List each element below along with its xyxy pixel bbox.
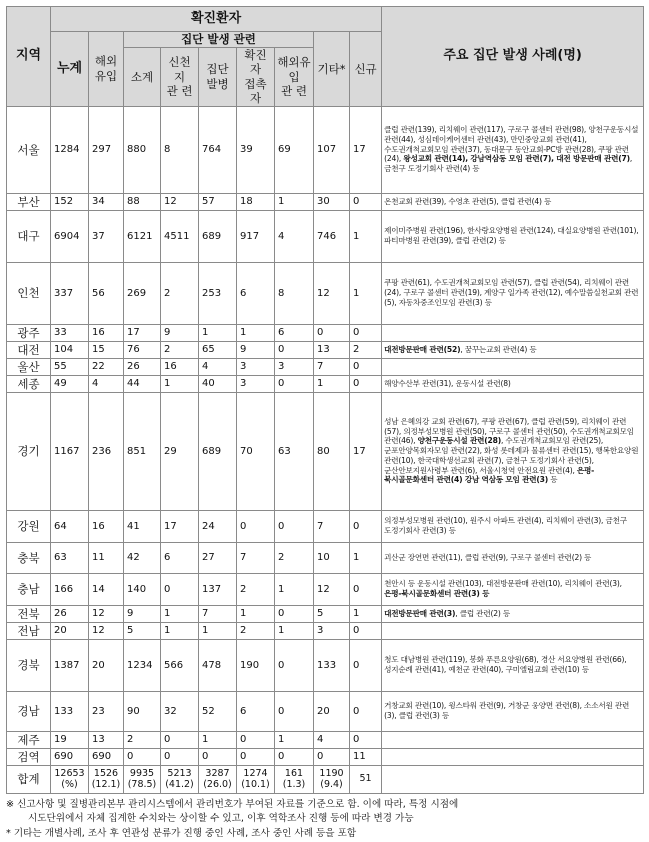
- case-text: 천안시 등 운동시설 관련(103), 대전방문판매 관련(10), 리치웨이 관련(3),: [384, 579, 622, 588]
- new-cell: 0: [350, 375, 382, 392]
- report-container: [6, 6, 643, 842]
- header-cumulative: 누계: [51, 32, 89, 107]
- case-text: 의정부성모병원 관련(10), 원주시 아파트 관련(4), 리치웨이 관련(3), 금천구 도정기회사 관련(3) 등: [384, 516, 627, 535]
- shincheonji-cell: 566: [161, 639, 199, 691]
- subtotal-cell: 76: [124, 341, 161, 358]
- other-cell: 133: [314, 639, 350, 691]
- case-text: , 클럽 관련(2) 등: [455, 609, 510, 618]
- overseas-related-cell: 0: [275, 375, 314, 392]
- contact-cell: 3: [237, 358, 275, 375]
- footnote-source-cont: 시도단위에서 자체 집계한 수치와는 상이할 수 있고, 이후 역학조사 진행 등에 따라 변경 가능: [6, 812, 643, 827]
- contact-cell: 7: [237, 542, 275, 573]
- cluster-cell: 478: [199, 639, 237, 691]
- other-cell: 80: [314, 392, 350, 510]
- total-cumulative-cell: 12653 (%): [51, 765, 89, 793]
- subtotal-cell: 90: [124, 691, 161, 731]
- subtotal-cell: 5: [124, 622, 161, 639]
- case-highlight: 은평-북시골문화센터 관련(4) 강남 역삼동 모임 관련(3): [384, 466, 594, 485]
- overseas-cell: 34: [89, 193, 124, 210]
- cluster-cell: 689: [199, 210, 237, 262]
- cluster-cell: 1: [199, 622, 237, 639]
- contact-cell: 2: [237, 622, 275, 639]
- overseas-cell: 15: [89, 341, 124, 358]
- subtotal-cell: 2: [124, 731, 161, 748]
- region-cell: 세종: [7, 375, 51, 392]
- subtotal-cell: 0: [124, 748, 161, 765]
- new-cell: 17: [350, 392, 382, 510]
- case-highlight: 대전방문판매 관련(52): [384, 345, 460, 354]
- overseas-related-cell: 1: [275, 193, 314, 210]
- other-cell: 30: [314, 193, 350, 210]
- other-cell: 13: [314, 341, 350, 358]
- subtotal-cell: 6121: [124, 210, 161, 262]
- cases-cell: [382, 193, 644, 210]
- total-new-cell: 51: [350, 765, 382, 793]
- cases-cell: [382, 358, 644, 375]
- cumulative-cell: 26: [51, 605, 89, 622]
- subtotal-cell: 26: [124, 358, 161, 375]
- case-text: 클럽 관련(139), 리치웨이 관련(117), 구로구 콜센터 관련(98), 양천구운동시설 관련(44), 성심데이케어센터 관련(43), 만민중앙교회 관련(41), 수도권개척교회모임 관련(37), 동대문구 동안교회-PC방 관련(28), 쿠팡 관련(24),: [384, 125, 638, 163]
- cluster-cell: 52: [199, 691, 237, 731]
- overseas-related-cell: 1: [275, 731, 314, 748]
- cumulative-cell: 1167: [51, 392, 89, 510]
- overseas-cell: 12: [89, 605, 124, 622]
- cases-cell: [382, 375, 644, 392]
- region-cell: 충북: [7, 542, 51, 573]
- header-region: 지역: [7, 7, 51, 107]
- contact-cell: 3: [237, 375, 275, 392]
- contact-cell: 18: [237, 193, 275, 210]
- cluster-cell: 253: [199, 262, 237, 324]
- shincheonji-cell: 1: [161, 622, 199, 639]
- new-cell: 1: [350, 262, 382, 324]
- subtotal-cell: 880: [124, 106, 161, 193]
- region-cell: 대구: [7, 210, 51, 262]
- case-text: 제이미주병원 관련(196), 한사랑요양병원 관련(124), 대실요양병원 관련(101), 파티마병원 관련(39), 클럽 관련(2) 등: [384, 226, 638, 245]
- cluster-cell: 27: [199, 542, 237, 573]
- contact-cell: 2: [237, 573, 275, 605]
- table-row: [7, 324, 644, 341]
- total-overseas-cell: 1526 (12.1): [89, 765, 124, 793]
- subtotal-cell: 44: [124, 375, 161, 392]
- case-highlight: 양천구운동시설 관련(28): [418, 436, 501, 445]
- cases-cell: [382, 341, 644, 358]
- subtotal-cell: 269: [124, 262, 161, 324]
- region-cell: 대전: [7, 341, 51, 358]
- new-cell: 1: [350, 542, 382, 573]
- cases-cell: [382, 731, 644, 748]
- new-cell: 0: [350, 622, 382, 639]
- case-highlight: 은평-북시골문화센터 관련(3) 등: [384, 589, 489, 598]
- subtotal-cell: 88: [124, 193, 161, 210]
- contact-cell: 917: [237, 210, 275, 262]
- cumulative-cell: 152: [51, 193, 89, 210]
- shincheonji-cell: 0: [161, 731, 199, 748]
- table-row: [7, 106, 644, 193]
- table-row: [7, 392, 644, 510]
- overseas-cell: 16: [89, 324, 124, 341]
- overseas-cell: 20: [89, 639, 124, 691]
- region-cell: 검역: [7, 748, 51, 765]
- cumulative-cell: 33: [51, 324, 89, 341]
- other-cell: 4: [314, 731, 350, 748]
- region-cell: 경기: [7, 392, 51, 510]
- shincheonji-cell: 17: [161, 510, 199, 542]
- cumulative-cell: 20: [51, 622, 89, 639]
- shincheonji-cell: 1: [161, 605, 199, 622]
- cases-cell: [382, 262, 644, 324]
- other-cell: 3: [314, 622, 350, 639]
- overseas-related-cell: 0: [275, 639, 314, 691]
- new-cell: 11: [350, 748, 382, 765]
- contact-cell: 1: [237, 605, 275, 622]
- cases-cell: [382, 573, 644, 605]
- overseas-related-cell: 1: [275, 622, 314, 639]
- case-text: , 금천구 도정기회사 관련(4) 등: [384, 154, 632, 173]
- case-text: 거창교회 관련(10), 윙스타워 관련(9), 거창군 웅양면 관련(8), 소소서원 관련(3), 클럽 관련(3) 등: [384, 701, 629, 720]
- cluster-cell: 57: [199, 193, 237, 210]
- new-cell: 0: [350, 510, 382, 542]
- overseas-related-cell: 0: [275, 691, 314, 731]
- total-contact-cell: 1274 (10.1): [237, 765, 275, 793]
- region-cell: 서울: [7, 106, 51, 193]
- table-row: [7, 510, 644, 542]
- cluster-cell: 7: [199, 605, 237, 622]
- new-cell: 0: [350, 358, 382, 375]
- total-overseas-related-cell: 161 (1.3): [275, 765, 314, 793]
- overseas-cell: 22: [89, 358, 124, 375]
- other-cell: 7: [314, 358, 350, 375]
- shincheonji-cell: 9: [161, 324, 199, 341]
- case-text: , 꿈꾸는교회 관련(4) 등: [460, 345, 536, 354]
- cumulative-cell: 1284: [51, 106, 89, 193]
- contact-cell: 6: [237, 691, 275, 731]
- cases-cell: [382, 510, 644, 542]
- region-cell: 강원: [7, 510, 51, 542]
- case-text: 해양수산부 관련(31), 운동시설 관련(8): [384, 379, 511, 388]
- new-cell: 17: [350, 106, 382, 193]
- overseas-related-cell: 0: [275, 605, 314, 622]
- header-other: 기타*: [314, 32, 350, 107]
- subtotal-cell: 9: [124, 605, 161, 622]
- header-cluster: 집단 발병: [199, 48, 237, 107]
- shincheonji-cell: 4511: [161, 210, 199, 262]
- table-row: [7, 210, 644, 262]
- case-text: 등: [548, 475, 557, 484]
- cumulative-cell: 104: [51, 341, 89, 358]
- overseas-related-cell: 69: [275, 106, 314, 193]
- overseas-related-cell: 1: [275, 573, 314, 605]
- region-cell: 전북: [7, 605, 51, 622]
- shincheonji-cell: 16: [161, 358, 199, 375]
- shincheonji-cell: 0: [161, 573, 199, 605]
- other-cell: 7: [314, 510, 350, 542]
- overseas-cell: 56: [89, 262, 124, 324]
- other-cell: 20: [314, 691, 350, 731]
- cases-cell: [382, 622, 644, 639]
- case-text: , 수도권개척교회모임 관련(25), 군포안양목회자모임 관련(22), 화성 롯데제과 물류센터 관련(15), 행복한요양원 관련(10), 한국대학생선교회 관련(7), 금천구 도정기회사 관련(5), 군산안보지원사령부 관련(6), 서울시청역 안전요원 관련(4),: [384, 436, 638, 474]
- region-cell: 전남: [7, 622, 51, 639]
- header-subtotal: 소계: [124, 48, 161, 107]
- cumulative-cell: 1387: [51, 639, 89, 691]
- overseas-related-cell: 0: [275, 510, 314, 542]
- contact-cell: 1: [237, 324, 275, 341]
- cluster-cell: 137: [199, 573, 237, 605]
- cumulative-cell: 337: [51, 262, 89, 324]
- overseas-cell: 690: [89, 748, 124, 765]
- new-cell: 0: [350, 731, 382, 748]
- table-row: [7, 605, 644, 622]
- shincheonji-cell: 2: [161, 341, 199, 358]
- confirmed-cases-table: [6, 6, 644, 794]
- region-cell: 경남: [7, 691, 51, 731]
- overseas-cell: 4: [89, 375, 124, 392]
- case-text: 청도 대남병원 관련(119), 봉화 푸른요양원(68), 경산 서요양병원 관련(66), 성지순례 관련(41), 예천군 관련(40), 구미엘림교회 관련(10) 등: [384, 655, 626, 674]
- header-cluster-group: 집단 발생 관련: [124, 32, 314, 48]
- case-text: 쿠팡 관련(61), 수도권개척교회모임 관련(57), 클럽 관련(54), 리치웨이 관련(24), 구로구 콜센터 관련(19), 계양구 일가족 관련(12), 예수말씀실천교회 관련(5), 자동차중조인모임 관련(3) 등: [384, 278, 638, 306]
- shincheonji-cell: 2: [161, 262, 199, 324]
- case-highlight: 대전방문판매 관련(3): [384, 609, 455, 618]
- new-cell: 0: [350, 573, 382, 605]
- contact-cell: 6: [237, 262, 275, 324]
- cluster-cell: 0: [199, 748, 237, 765]
- total-shincheonji-cell: 5213 (41.2): [161, 765, 199, 793]
- other-cell: 12: [314, 573, 350, 605]
- shincheonji-cell: 6: [161, 542, 199, 573]
- cumulative-cell: 133: [51, 691, 89, 731]
- cumulative-cell: 64: [51, 510, 89, 542]
- other-cell: 107: [314, 106, 350, 193]
- table-row: [7, 573, 644, 605]
- other-cell: 10: [314, 542, 350, 573]
- table-row: [7, 542, 644, 573]
- header-overseas-related: 해외유입 관 련: [275, 48, 314, 107]
- contact-cell: 0: [237, 510, 275, 542]
- shincheonji-cell: 8: [161, 106, 199, 193]
- other-cell: 12: [314, 262, 350, 324]
- overseas-related-cell: 4: [275, 210, 314, 262]
- region-cell: 부산: [7, 193, 51, 210]
- shincheonji-cell: 29: [161, 392, 199, 510]
- new-cell: 0: [350, 193, 382, 210]
- case-text: 괴산군 장연면 관련(11), 클럽 관련(9), 구로구 콜센터 관련(2) 등: [384, 553, 591, 562]
- cases-cell: [382, 542, 644, 573]
- cases-cell: [382, 324, 644, 341]
- region-cell: 광주: [7, 324, 51, 341]
- new-cell: 1: [350, 605, 382, 622]
- overseas-cell: 23: [89, 691, 124, 731]
- table-row: [7, 375, 644, 392]
- overseas-related-cell: 63: [275, 392, 314, 510]
- cluster-cell: 65: [199, 341, 237, 358]
- cases-cell: [382, 605, 644, 622]
- cluster-cell: 40: [199, 375, 237, 392]
- subtotal-cell: 42: [124, 542, 161, 573]
- cases-cell: [382, 392, 644, 510]
- region-cell: 울산: [7, 358, 51, 375]
- contact-cell: 0: [237, 748, 275, 765]
- footnote-other-definition: * 기타는 개별사례, 조사 후 연관성 분류가 진행 중인 사례, 조사 중인 사례 등을 포함: [6, 827, 643, 842]
- shincheonji-cell: 0: [161, 748, 199, 765]
- table-row: [7, 691, 644, 731]
- overseas-cell: 16: [89, 510, 124, 542]
- header-confirmed: 확진환자: [51, 7, 382, 32]
- cumulative-cell: 55: [51, 358, 89, 375]
- cumulative-cell: 63: [51, 542, 89, 573]
- subtotal-cell: 851: [124, 392, 161, 510]
- table-row: [7, 358, 644, 375]
- overseas-cell: 14: [89, 573, 124, 605]
- new-cell: 0: [350, 324, 382, 341]
- cluster-cell: 24: [199, 510, 237, 542]
- new-cell: 2: [350, 341, 382, 358]
- other-cell: 0: [314, 748, 350, 765]
- cluster-cell: 4: [199, 358, 237, 375]
- region-cell: 인천: [7, 262, 51, 324]
- case-text: 온천교회 관련(39), 수영초 관련(5), 클럽 관련(4) 등: [384, 197, 551, 206]
- new-cell: 1: [350, 210, 382, 262]
- overseas-cell: 13: [89, 731, 124, 748]
- cases-cell: [382, 748, 644, 765]
- new-cell: 0: [350, 691, 382, 731]
- contact-cell: 39: [237, 106, 275, 193]
- header-new: 신규: [350, 32, 382, 107]
- other-cell: 5: [314, 605, 350, 622]
- overseas-cell: 236: [89, 392, 124, 510]
- subtotal-cell: 17: [124, 324, 161, 341]
- cluster-cell: 1: [199, 731, 237, 748]
- overseas-related-cell: 2: [275, 542, 314, 573]
- cumulative-cell: 690: [51, 748, 89, 765]
- overseas-related-cell: 8: [275, 262, 314, 324]
- total-cases-cell: [382, 765, 644, 793]
- case-text: 성남 은혜의강 교회 관련(67), 쿠팡 관련(67), 클럽 관련(59), 리치웨이 관련(57), 의정부성모병원 관련(50), 구로구 콜센터 관련(50), 수도권개척교회모임 관련(46),: [384, 417, 634, 445]
- shincheonji-cell: 32: [161, 691, 199, 731]
- case-highlight: 왕성교회 관련(14), 강남역삼동 모임 관련(7), 대전 방문판매 관련(7): [403, 154, 630, 163]
- contact-cell: 9: [237, 341, 275, 358]
- overseas-cell: 12: [89, 622, 124, 639]
- table-row: [7, 341, 644, 358]
- total-other-cell: 1190 (9.4): [314, 765, 350, 793]
- header-cases: 주요 집단 발생 사례(명): [382, 7, 644, 107]
- header-contact: 확진자 접촉자: [237, 48, 275, 107]
- cases-cell: [382, 106, 644, 193]
- other-cell: 746: [314, 210, 350, 262]
- cases-cell: [382, 210, 644, 262]
- other-cell: 0: [314, 324, 350, 341]
- subtotal-cell: 41: [124, 510, 161, 542]
- overseas-cell: 37: [89, 210, 124, 262]
- contact-cell: 190: [237, 639, 275, 691]
- overseas-cell: 11: [89, 542, 124, 573]
- cases-cell: [382, 639, 644, 691]
- other-cell: 1: [314, 375, 350, 392]
- contact-cell: 0: [237, 731, 275, 748]
- cumulative-cell: 19: [51, 731, 89, 748]
- cluster-cell: 1: [199, 324, 237, 341]
- table-row: [7, 193, 644, 210]
- footnotes: [6, 798, 643, 842]
- subtotal-cell: 140: [124, 573, 161, 605]
- total-row: [7, 765, 644, 793]
- table-row: [7, 748, 644, 765]
- total-subtotal-cell: 9935 (78.5): [124, 765, 161, 793]
- overseas-cell: 297: [89, 106, 124, 193]
- total-label: 합계: [7, 765, 51, 793]
- header-row-1: [7, 7, 644, 32]
- overseas-related-cell: 0: [275, 748, 314, 765]
- table-row: [7, 622, 644, 639]
- table-row: [7, 731, 644, 748]
- header-shincheonji: 신천지 관 련: [161, 48, 199, 107]
- overseas-related-cell: 0: [275, 341, 314, 358]
- cluster-cell: 689: [199, 392, 237, 510]
- table-row: [7, 262, 644, 324]
- cases-cell: [382, 691, 644, 731]
- region-cell: 충남: [7, 573, 51, 605]
- cluster-cell: 764: [199, 106, 237, 193]
- overseas-related-cell: 6: [275, 324, 314, 341]
- cumulative-cell: 6904: [51, 210, 89, 262]
- shincheonji-cell: 1: [161, 375, 199, 392]
- cumulative-cell: 166: [51, 573, 89, 605]
- table-row: [7, 639, 644, 691]
- footnote-source: ※ 신고사항 및 질병관리본부 관리시스템에서 관리번호가 부여된 자료를 기준으로 함. 이에 따라, 특정 시점에: [6, 798, 643, 813]
- subtotal-cell: 1234: [124, 639, 161, 691]
- region-cell: 경북: [7, 639, 51, 691]
- header-overseas: 해외 유입: [89, 32, 124, 107]
- cumulative-cell: 49: [51, 375, 89, 392]
- region-cell: 제주: [7, 731, 51, 748]
- shincheonji-cell: 12: [161, 193, 199, 210]
- total-cluster-cell: 3287 (26.0): [199, 765, 237, 793]
- new-cell: 0: [350, 639, 382, 691]
- overseas-related-cell: 3: [275, 358, 314, 375]
- contact-cell: 70: [237, 392, 275, 510]
